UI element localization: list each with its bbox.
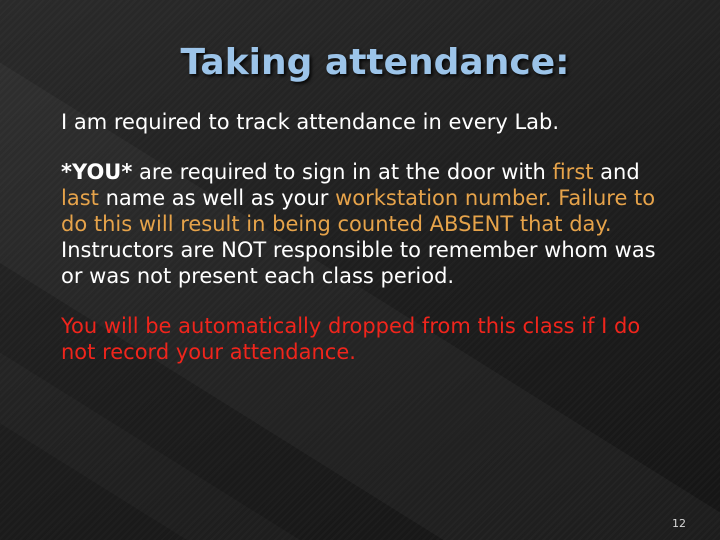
last-highlight: last: [61, 186, 99, 210]
instruction-text: Instructors are NOT responsible to remember whom was or was not present each class period.: [61, 238, 656, 288]
slide-title: Taking attendance:: [180, 42, 570, 83]
page-number: 12: [672, 517, 686, 530]
absent-warning-highlight: Failure to do this will result in being counted ABSENT that day.: [61, 186, 656, 236]
slide-body: [61, 109, 681, 365]
drop-warning-text: You will be automatically dropped from this class if I do not record your attendance.: [61, 314, 641, 364]
instruction-text: and: [593, 160, 640, 184]
you-emphasis: *YOU*: [61, 160, 133, 184]
sign-in-instructions: [61, 159, 681, 289]
instruction-text: are required to sign in at the door with: [132, 160, 553, 184]
instruction-text: name as well as your: [98, 186, 336, 210]
attendance-tracking-text: I am required to track attendance in every Lab.: [61, 110, 560, 134]
first-highlight: first: [552, 160, 594, 184]
workstation-highlight: workstation number.: [335, 186, 552, 210]
